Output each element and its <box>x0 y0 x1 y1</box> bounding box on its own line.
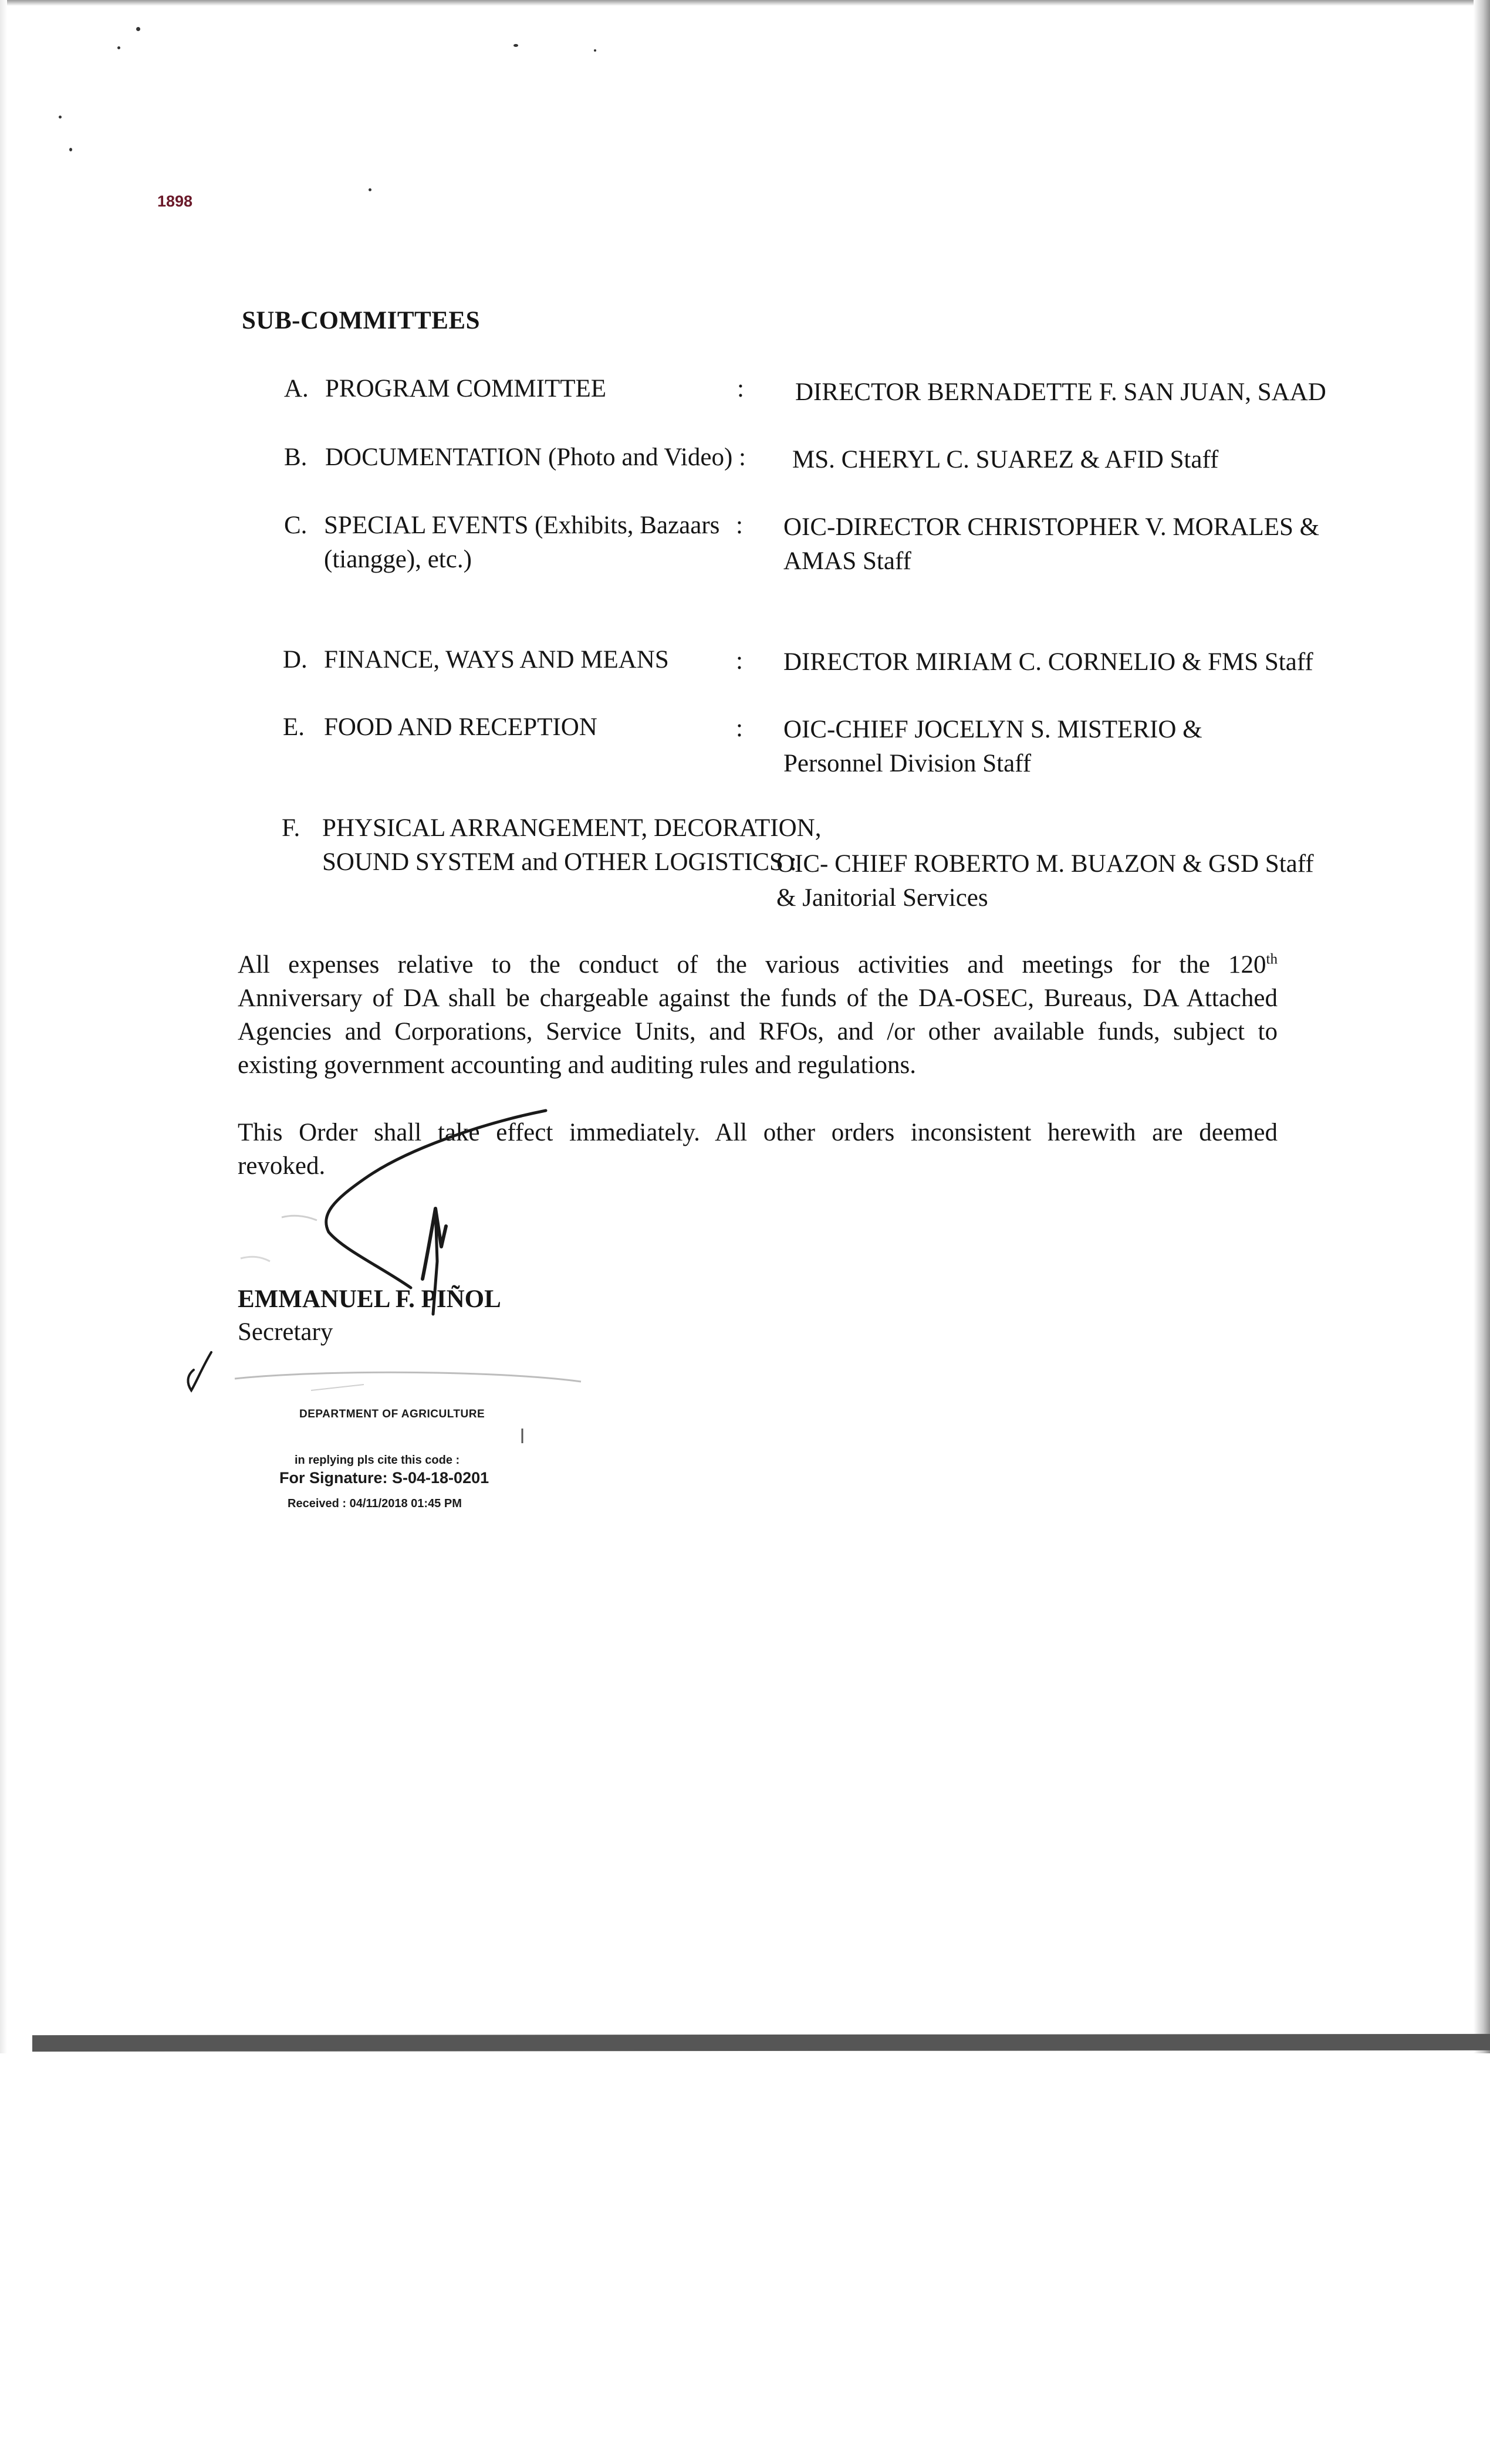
paragraph-line: This Order shall take effect immediately. All other orders inconsistent herewith are deemed <box>238 1119 1278 1146</box>
paragraph-line: existing government accounting and auditing rules and regulations. <box>238 1051 916 1079</box>
committee-assignee: & Janitorial Services <box>776 884 988 912</box>
committee-name: FOOD AND RECEPTION <box>324 713 597 741</box>
committee-name: SOUND SYSTEM and OTHER LOGISTICS : <box>322 848 797 876</box>
signatory-name: EMMANUEL F. PIÑOL <box>238 1285 501 1313</box>
committee-colon: : <box>736 512 743 539</box>
paragraph-line <box>238 948 1278 981</box>
committee-name: PHYSICAL ARRANGEMENT, DECORATION, <box>322 814 822 842</box>
committee-letter: A. <box>284 375 309 402</box>
ordinal-suffix: th <box>1266 951 1278 967</box>
committee-assignee: OIC-DIRECTOR CHRISTOPHER V. MORALES & <box>783 513 1320 541</box>
page-title: SUB-COMMITTEES <box>242 307 481 334</box>
stamp-reply-note: in replying pls cite this code : <box>295 1454 460 1467</box>
committee-assignee: OIC-CHIEF JOCELYN S. MISTERIO & <box>783 716 1202 743</box>
paragraph-line: revoked. <box>238 1152 326 1180</box>
committee-assignee: DIRECTOR MIRIAM C. CORNELIO & FMS Staff <box>783 648 1313 676</box>
scan-bottom-edge <box>32 2034 1490 2052</box>
committee-name: DOCUMENTATION (Photo and Video) : <box>325 444 746 471</box>
committee-assignee: MS. CHERYL C. SUAREZ & AFID Staff <box>792 446 1219 473</box>
paragraph-text: All expenses relative to the conduct of the various activities and meetings for the 120 <box>238 951 1266 979</box>
committee-letter: B. <box>284 444 308 471</box>
committee-letter: E. <box>283 713 305 741</box>
stamp-received: Received : 04/11/2018 01:45 PM <box>288 1497 462 1510</box>
committee-name: FINANCE, WAYS AND MEANS <box>324 646 669 673</box>
page-mark: 1898 <box>157 192 193 210</box>
committee-assignee: DIRECTOR BERNADETTE F. SAN JUAN, SAAD <box>795 378 1326 406</box>
committee-assignee: OIC- CHIEF ROBERTO M. BUAZON & GSD Staff <box>776 850 1314 878</box>
effectivity-paragraph <box>238 1116 1278 1183</box>
signatory-title: Secretary <box>238 1318 333 1346</box>
committee-letter: C. <box>284 512 308 539</box>
committee-name: SPECIAL EVENTS (Exhibits, Bazaars <box>324 512 720 539</box>
committee-colon: : <box>736 647 743 675</box>
committee-assignee: Personnel Division Staff <box>783 750 1032 777</box>
stamp-office: DEPARTMENT OF AGRICULTURE <box>299 1408 485 1420</box>
committee-letter: D. <box>283 646 308 673</box>
committee-name: (tiangge), etc.) <box>324 546 472 573</box>
committee-assignee: AMAS Staff <box>783 547 911 575</box>
committee-name: PROGRAM COMMITTEE <box>325 375 607 402</box>
committee-letter: F. <box>282 814 300 842</box>
committee-list <box>0 0 1490 939</box>
committee-colon: : <box>736 715 743 742</box>
expenses-paragraph <box>238 948 1278 1082</box>
committee-colon: : <box>737 375 744 402</box>
paragraph-line: Agencies and Corporations, Service Units, and RFOs, and /or other available funds, subject to <box>238 1018 1278 1045</box>
paragraph-line: Anniversary of DA shall be chargeable against the funds of the DA-OSEC, Bureaus, DA Attached <box>238 984 1278 1012</box>
stamp-code: For Signature: S-04-18-0201 <box>279 1469 489 1487</box>
receiving-stamp <box>229 1367 593 1543</box>
